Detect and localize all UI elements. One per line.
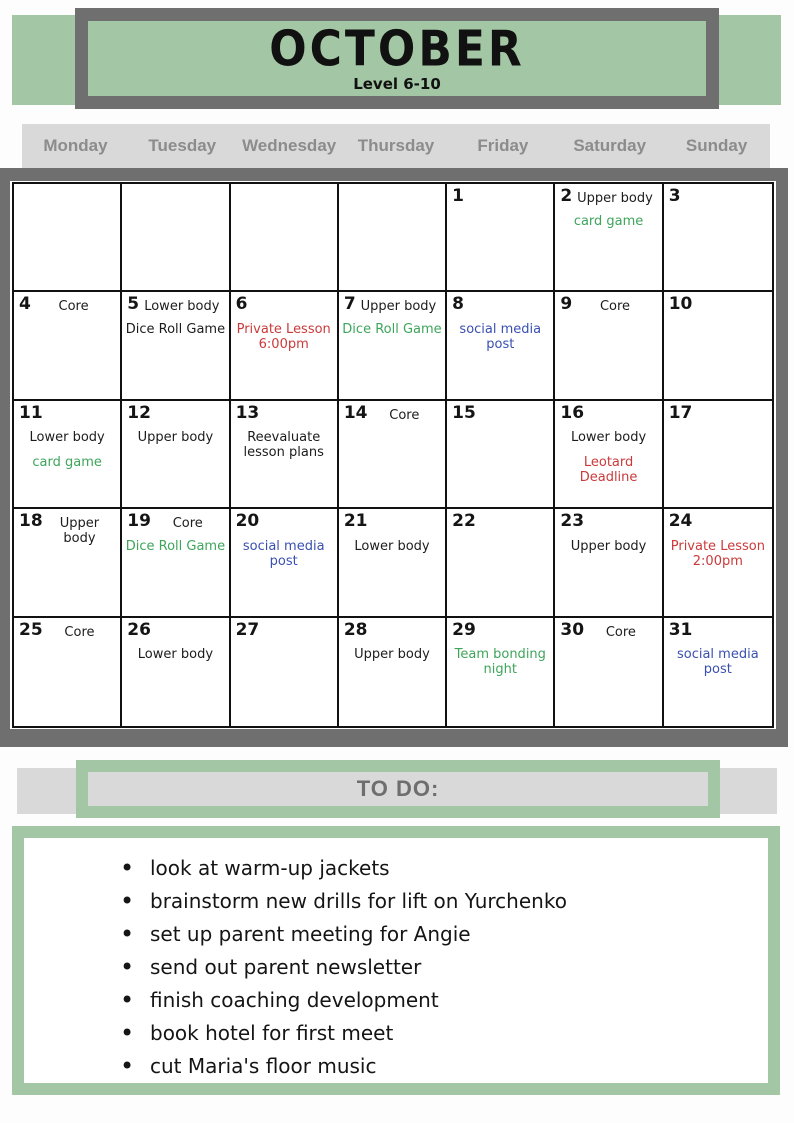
- calendar-cell-13: [231, 401, 339, 509]
- todo-item: • set up parent meeting for Angie: [120, 918, 748, 951]
- day-number: 15: [452, 402, 476, 423]
- weekday-label-tuesday: Tuesday: [148, 136, 217, 155]
- weekday-label-wednesday: Wednesday: [242, 136, 337, 155]
- todo-heading-box: [76, 760, 720, 818]
- calendar-event: card game: [573, 214, 644, 229]
- day-number: 17: [668, 402, 693, 423]
- calendar-cell-24: [664, 509, 772, 617]
- calendar-event: Dice Roll Game: [125, 322, 226, 338]
- month-title-panel: [88, 21, 706, 96]
- calendar-event: Lower body: [144, 299, 220, 315]
- calendar-cell-19: [122, 509, 230, 617]
- calendar-cell-1: [447, 184, 555, 292]
- calendar-cell-28: [339, 618, 447, 726]
- calendar-event: Dice Roll Game: [342, 322, 442, 338]
- calendar-cell-29: [447, 618, 555, 726]
- calendar-event: Lower body: [354, 538, 430, 554]
- day-number: 28: [343, 619, 368, 640]
- weekday-label-monday: Monday: [43, 136, 108, 155]
- day-number: 5: [127, 294, 140, 315]
- calendar-event: Team bonding night: [454, 647, 546, 678]
- calendar-event: Reevaluate lesson plans: [243, 430, 324, 461]
- todo-heading-panel: [88, 772, 708, 806]
- calendar-cell-22: [447, 509, 555, 617]
- todo-item: • book hotel for first meet: [120, 1017, 748, 1050]
- calendar-inner-margin: [10, 181, 776, 729]
- calendar-cell-7: [339, 292, 447, 400]
- day-number: 12: [127, 402, 151, 423]
- month-title: OCTOBER: [269, 20, 525, 78]
- calendar-cell-2: [555, 184, 663, 292]
- calendar-cell-12: [122, 401, 230, 509]
- calendar-cell-4: [14, 292, 122, 400]
- day-number: 9: [560, 294, 573, 315]
- todo-item: • brainstorm new drills for lift on Yurchenko: [120, 885, 748, 918]
- calendar-event: Core: [605, 624, 636, 640]
- calendar-event: Core: [599, 299, 631, 315]
- weekday-label-friday: Friday: [477, 136, 529, 155]
- calendar-cell-6: [231, 292, 339, 400]
- calendar-cell-17: [664, 401, 772, 509]
- weekday-label-thursday: Thursday: [357, 136, 435, 155]
- calendar-event: Core: [58, 299, 89, 315]
- calendar-cell-27: [231, 618, 339, 726]
- calendar-cell-3: [664, 184, 772, 292]
- calendar-cell-empty: [231, 184, 339, 292]
- calendar-event: social media post: [459, 322, 542, 353]
- day-number: 26: [127, 619, 151, 640]
- calendar-cell-10: [664, 292, 772, 400]
- calendar-cell-18: [14, 509, 122, 617]
- day-number: 18: [19, 511, 43, 532]
- calendar-event: Upper body: [59, 516, 100, 547]
- calendar-cell-empty: [14, 184, 122, 292]
- weekday-label-saturday: Saturday: [573, 136, 647, 155]
- calendar-event: Upper body: [360, 299, 437, 315]
- calendar-cell-21: [339, 509, 447, 617]
- day-number: 11: [19, 402, 43, 423]
- calendar-event: Lower body: [570, 430, 647, 446]
- calendar-event: Lower body: [137, 647, 214, 663]
- level-subtitle: Level 6-10: [353, 75, 441, 93]
- todo-item: • send out parent newsletter: [120, 951, 748, 984]
- calendar-event: Upper body: [137, 430, 214, 446]
- day-number: 10: [668, 294, 693, 315]
- calendar-cell-15: [447, 401, 555, 509]
- day-number: 2: [560, 186, 573, 206]
- calendar-event: Core: [389, 407, 420, 423]
- weekday-bar: [22, 124, 770, 168]
- calendar-event: Core: [64, 624, 95, 640]
- calendar-cell-16: [555, 401, 663, 509]
- day-number: 23: [560, 511, 585, 532]
- day-number: 29: [452, 619, 476, 640]
- calendar-event: card game: [32, 455, 102, 471]
- day-number: 24: [668, 511, 693, 532]
- day-number: 25: [19, 619, 43, 640]
- todo-item: • cut Maria's floor music: [120, 1050, 748, 1083]
- day-number: 22: [452, 511, 476, 532]
- day-number: 21: [343, 511, 368, 532]
- day-number: 19: [127, 511, 151, 532]
- day-number: 16: [560, 402, 585, 423]
- calendar-cell-20: [231, 509, 339, 617]
- calendar-cell-11: [14, 401, 122, 509]
- calendar-event: Dice Roll Game: [125, 539, 226, 555]
- calendar-cell-empty: [339, 184, 447, 292]
- month-title-box: [75, 8, 719, 109]
- day-number: 7: [343, 294, 356, 315]
- day-number: 8: [452, 294, 464, 315]
- todo-item: • look at warm-up jackets: [120, 852, 748, 885]
- day-number: 20: [235, 511, 260, 532]
- calendar-frame: [0, 168, 788, 747]
- calendar-cell-5: [122, 292, 230, 400]
- calendar-cell-23: [555, 509, 663, 617]
- calendar-cell-14: [339, 401, 447, 509]
- day-number: 6: [235, 294, 248, 315]
- calendar-event: Leotard Deadline: [579, 455, 638, 486]
- calendar-event: Upper body: [570, 538, 647, 554]
- weekday-label-sunday: Sunday: [685, 136, 748, 155]
- calendar-cell-9: [555, 292, 663, 400]
- todo-heading: TO DO:: [356, 776, 440, 801]
- day-number: 4: [19, 294, 31, 315]
- calendar-grid: [12, 182, 774, 728]
- todo-list-box: [12, 826, 780, 1095]
- calendar-event: Core: [172, 516, 203, 532]
- day-number: 30: [560, 619, 585, 640]
- day-number: 27: [235, 619, 260, 640]
- calendar-cell-25: [14, 618, 122, 726]
- day-number: 3: [668, 186, 681, 206]
- calendar-event: Private Lesson 6:00pm: [236, 322, 331, 353]
- day-number: 14: [343, 402, 368, 423]
- day-number: 13: [235, 402, 260, 423]
- day-number: 31: [668, 619, 693, 640]
- calendar-cell-empty: [122, 184, 230, 292]
- day-number: 1: [452, 186, 464, 206]
- calendar-event: Private Lesson 2:00pm: [670, 538, 765, 569]
- todo-list: [120, 852, 748, 1083]
- calendar-event: social media post: [242, 538, 325, 569]
- calendar-cell-26: [122, 618, 230, 726]
- calendar-event: Upper body: [577, 191, 653, 206]
- todo-item: • finish coaching development: [120, 984, 748, 1017]
- calendar-event: Upper body: [354, 647, 430, 663]
- calendar-event: social media post: [676, 647, 759, 678]
- calendar-cell-8: [447, 292, 555, 400]
- calendar-cell-31: [664, 618, 772, 726]
- calendar-cell-30: [555, 618, 663, 726]
- calendar-event: Lower body: [29, 430, 105, 446]
